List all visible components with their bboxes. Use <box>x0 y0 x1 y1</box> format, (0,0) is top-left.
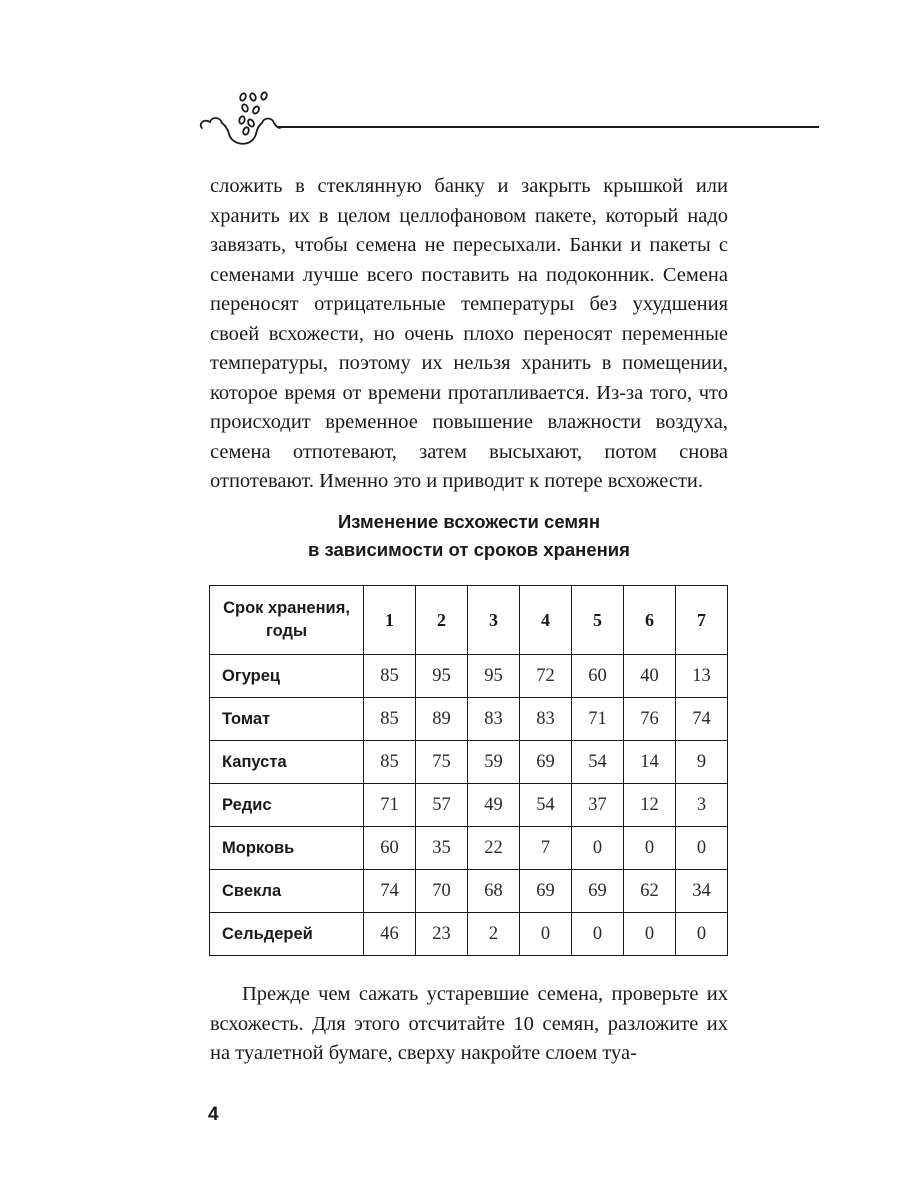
germination-value-cell: 22 <box>468 827 520 870</box>
body-paragraph-2: Прежде чем сажать устаревшие семена, проверьте их всхожесть. Для этого отсчитайте 10 семян, разложите их на туалетной бумаге, сверху накройте слоем туа- <box>210 983 728 1064</box>
germination-value-cell: 85 <box>364 698 416 741</box>
body-paragraph-1: сложить в стеклянную банку и закрыть крышкой или хранить их в целом целлофановом пакете, который надо завязать, чтобы семена не пересыхали. Банки и пакеты с семенами лучше всего поставить на подоконник. Семена переносят отрицательные температуры без ухудшения своей всхожести, но очень плохо переносят переменные температуры, поэтому их нельзя хранить в помещении, которое время от времени протапливается. Из-за того, что происходит временное повышение влажности воздуха, семена отпотевают, затем высыхают, потом снова отпотевают. Именно это и приводит к потере всхожести. <box>210 175 728 492</box>
germination-value-cell: 46 <box>364 913 416 956</box>
germination-value-cell: 60 <box>364 827 416 870</box>
germination-value-cell: 76 <box>624 698 676 741</box>
table-row <box>210 827 728 870</box>
germination-value-cell: 95 <box>416 655 468 698</box>
germination-value-cell: 71 <box>364 784 416 827</box>
germination-value-cell: 69 <box>572 870 624 913</box>
germination-value-cell: 0 <box>572 827 624 870</box>
germination-table <box>209 585 728 956</box>
year-header: 2 <box>416 586 468 655</box>
table-title <box>210 508 728 564</box>
germination-value-cell: 12 <box>624 784 676 827</box>
table-header-row <box>210 586 728 655</box>
germination-value-cell: 23 <box>416 913 468 956</box>
germination-value-cell: 68 <box>468 870 520 913</box>
table-row <box>210 913 728 956</box>
germination-value-cell: 83 <box>468 698 520 741</box>
germination-value-cell: 89 <box>416 698 468 741</box>
year-header: 5 <box>572 586 624 655</box>
germination-value-cell: 35 <box>416 827 468 870</box>
table-row <box>210 655 728 698</box>
germination-value-cell: 0 <box>624 913 676 956</box>
germination-value-cell: 71 <box>572 698 624 741</box>
table-row <box>210 870 728 913</box>
germination-value-cell: 0 <box>676 913 728 956</box>
germination-value-cell: 54 <box>520 784 572 827</box>
germination-value-cell: 85 <box>364 655 416 698</box>
crop-name-cell: Сельдерей <box>210 913 364 956</box>
germination-value-cell: 54 <box>572 741 624 784</box>
germination-value-cell: 72 <box>520 655 572 698</box>
table-row <box>210 741 728 784</box>
germination-value-cell: 74 <box>676 698 728 741</box>
germination-value-cell: 49 <box>468 784 520 827</box>
header-label-line-2: годы <box>265 622 308 640</box>
germination-value-cell: 0 <box>676 827 728 870</box>
year-header: 6 <box>624 586 676 655</box>
crop-name-cell: Капуста <box>210 741 364 784</box>
year-header: 3 <box>468 586 520 655</box>
crop-name-cell: Томат <box>210 698 364 741</box>
germination-value-cell: 0 <box>572 913 624 956</box>
germination-value-cell: 62 <box>624 870 676 913</box>
germination-value-cell: 37 <box>572 784 624 827</box>
germination-value-cell: 85 <box>364 741 416 784</box>
germination-value-cell: 95 <box>468 655 520 698</box>
germination-value-cell: 59 <box>468 741 520 784</box>
germination-value-cell: 74 <box>364 870 416 913</box>
table-row <box>210 698 728 741</box>
table-title-line-1: Изменение всхожести семян <box>337 511 601 532</box>
crop-name-cell: Свекла <box>210 870 364 913</box>
germination-value-cell: 70 <box>416 870 468 913</box>
storage-period-header <box>210 586 364 655</box>
crop-name-cell: Редис <box>210 784 364 827</box>
germination-value-cell: 83 <box>520 698 572 741</box>
year-header: 4 <box>520 586 572 655</box>
germination-value-cell: 0 <box>520 913 572 956</box>
germination-value-cell: 75 <box>416 741 468 784</box>
germination-value-cell: 40 <box>624 655 676 698</box>
germination-value-cell: 9 <box>676 741 728 784</box>
table-body <box>210 655 728 956</box>
page-number: 4 <box>208 1104 219 1125</box>
germination-value-cell: 57 <box>416 784 468 827</box>
germination-value-cell: 3 <box>676 784 728 827</box>
crop-name-cell: Огурец <box>210 655 364 698</box>
germination-value-cell: 7 <box>520 827 572 870</box>
germination-value-cell: 60 <box>572 655 624 698</box>
year-header: 1 <box>364 586 416 655</box>
germination-value-cell: 2 <box>468 913 520 956</box>
table-row <box>210 784 728 827</box>
germination-value-cell: 14 <box>624 741 676 784</box>
germination-value-cell: 34 <box>676 870 728 913</box>
germination-value-cell: 13 <box>676 655 728 698</box>
header-label-line-1: Срок хранения, <box>223 599 350 617</box>
table-title-line-2: в зависимости от сроков хранения <box>308 539 630 560</box>
crop-name-cell: Морковь <box>210 827 364 870</box>
year-header: 7 <box>676 586 728 655</box>
header-divider <box>278 126 819 128</box>
germination-value-cell: 0 <box>624 827 676 870</box>
germination-value-cell: 69 <box>520 870 572 913</box>
germination-value-cell: 69 <box>520 741 572 784</box>
